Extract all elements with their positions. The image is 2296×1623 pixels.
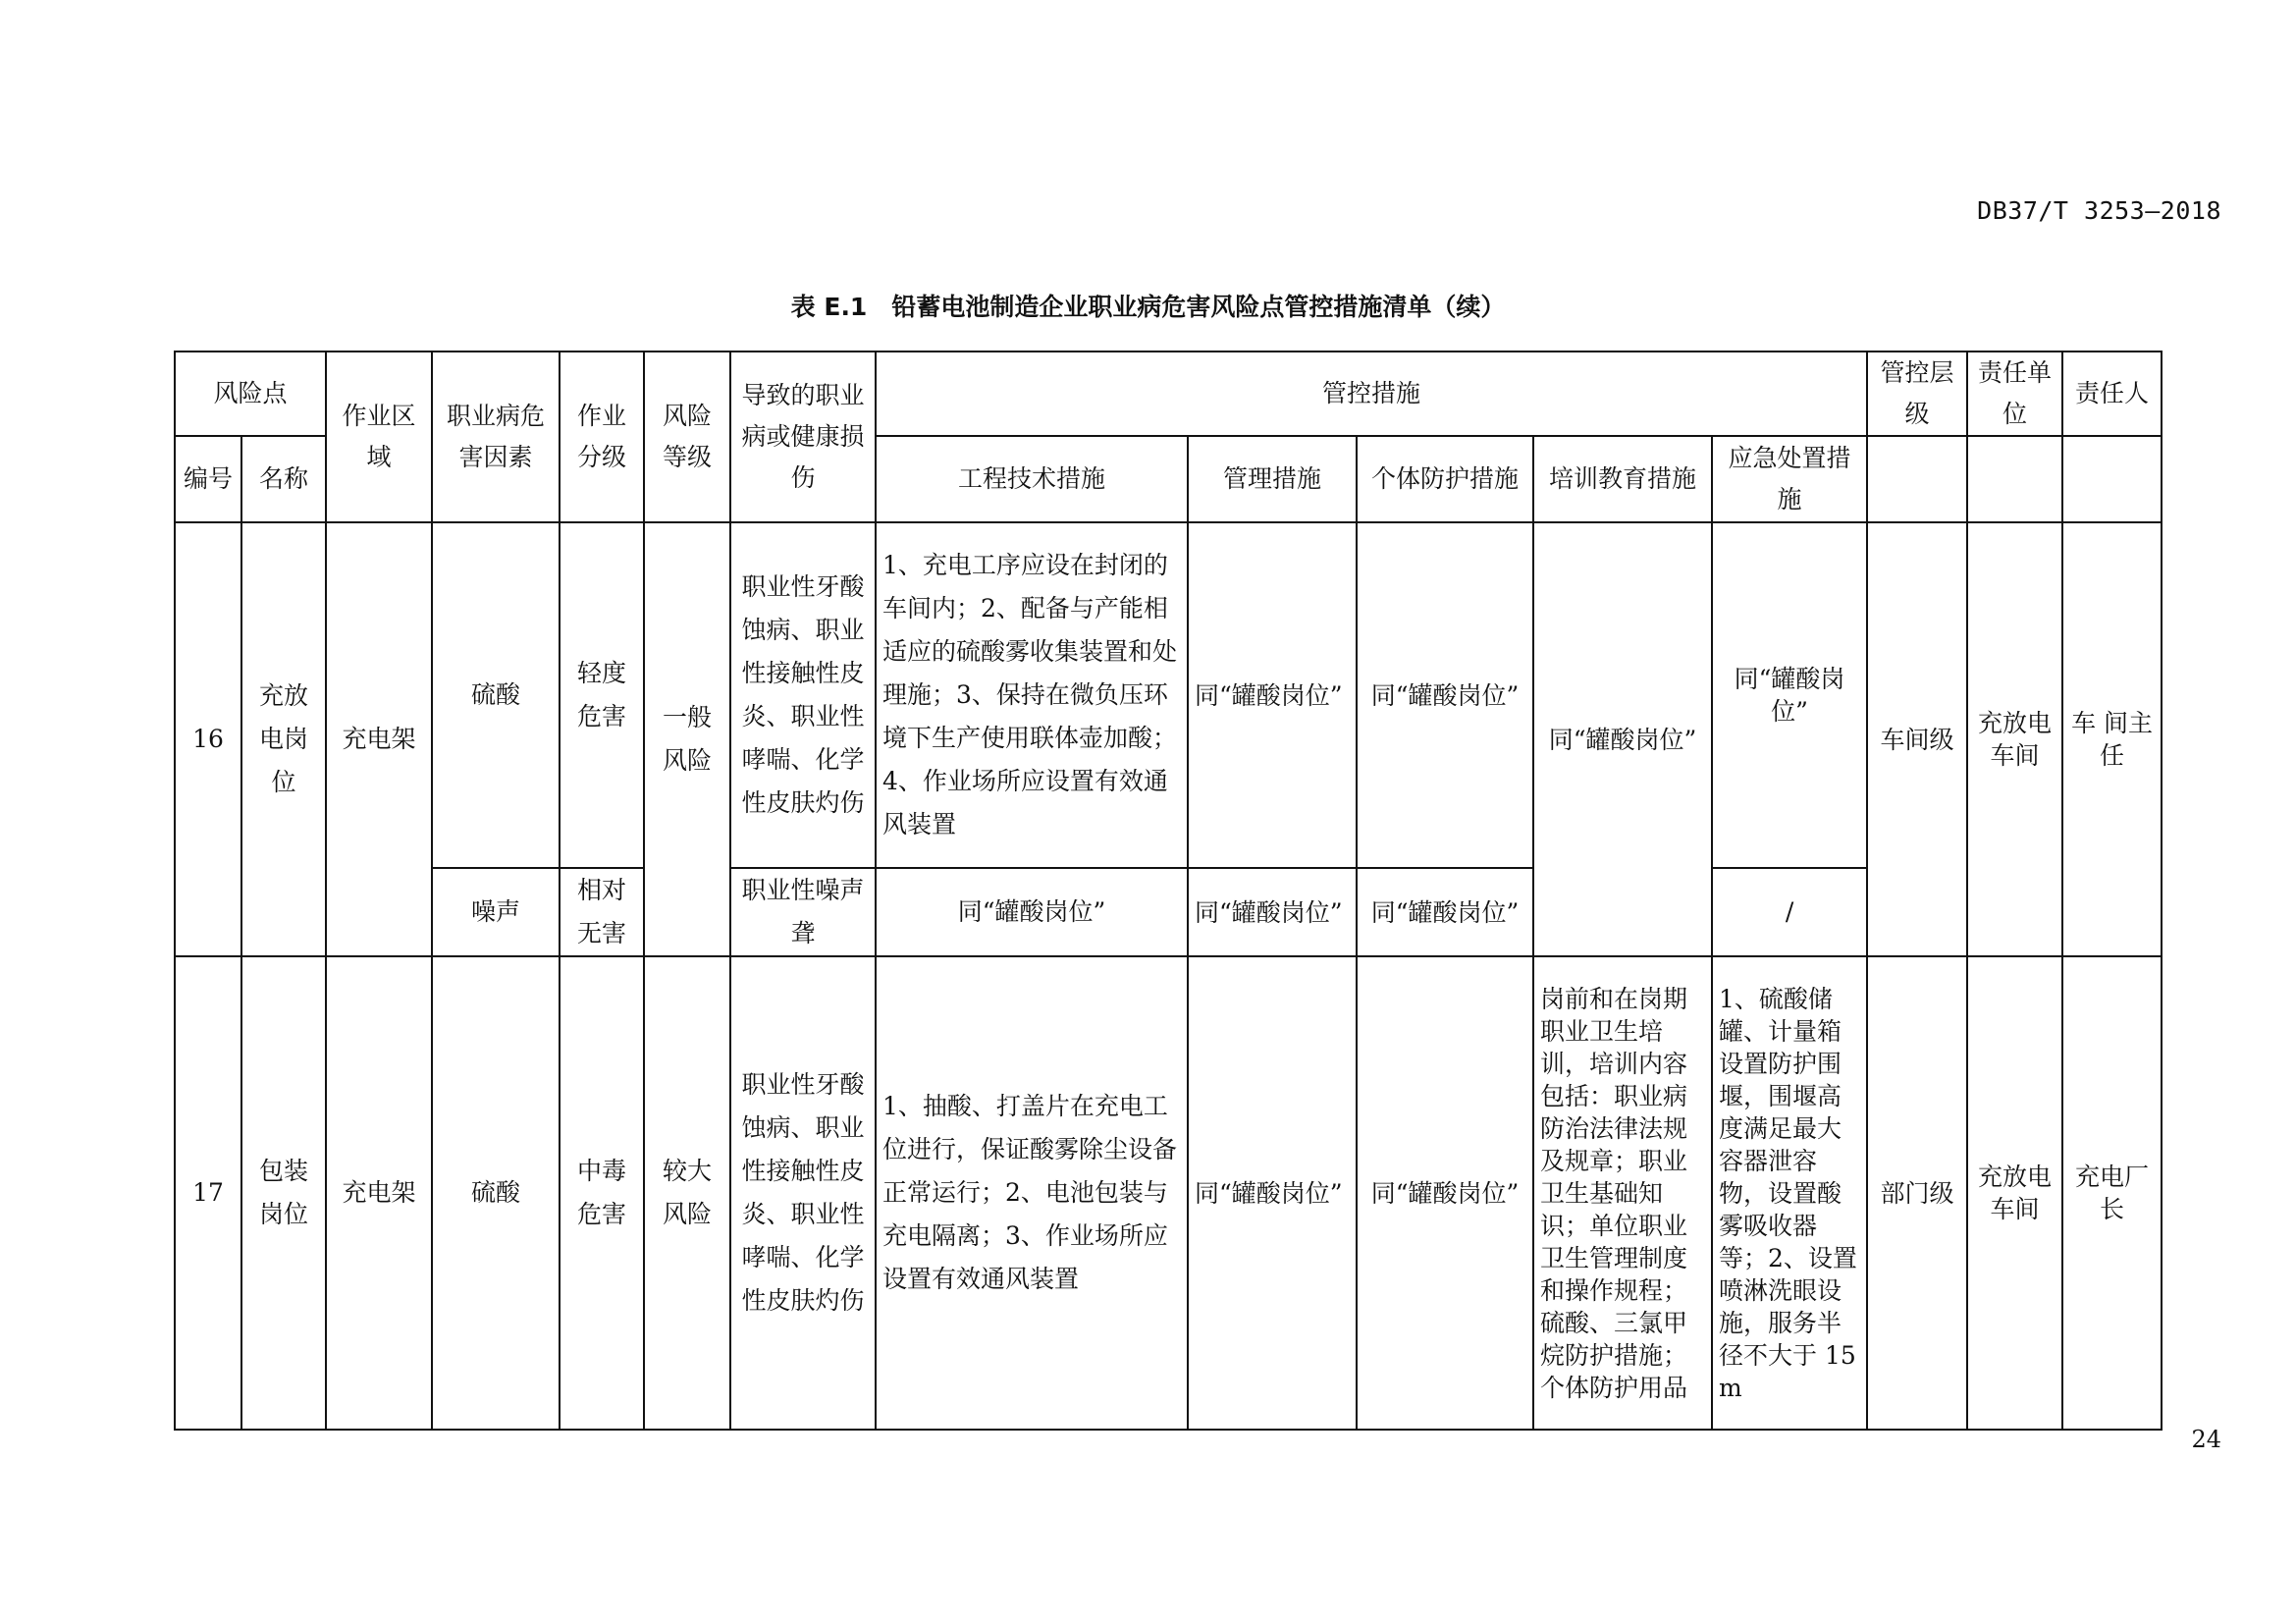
row16-control-level: 车间级 (1867, 522, 1967, 956)
table-title: 表 E.1 铅蓄电池制造企业职业病危害风险点管控措施清单（续） (790, 293, 1506, 321)
table-row (175, 956, 2162, 1430)
row17-number: 17 (175, 956, 241, 1430)
row17-responsible-person: 充电厂长 (2062, 956, 2162, 1430)
row16-ppe: 同“罐酸岗位” (1357, 522, 1533, 868)
row16-engineering: 1、充电工序应设在封闭的车间内；2、配备与产能相适应的硫酸雾收集装置和处理施；3、保持在微负压环境下生产使用联体壶加酸；4、作业场所应设置有效通风装置 (876, 522, 1188, 868)
row16-work-grade: 轻度危害 (560, 522, 644, 868)
header-risk-point: 风险点 (175, 352, 326, 436)
header-risk-level: 风险等级 (644, 352, 730, 522)
header-ppe: 个体防护措施 (1357, 436, 1533, 522)
row17-engineering: 1、抽酸、打盖片在充电工位进行，保证酸雾除尘设备正常运行；2、电池包装与充电隔离；3、作业场所应设置有效通风装置 (876, 956, 1188, 1430)
row16b-work-grade: 相对无害 (560, 868, 644, 956)
table-row (175, 522, 2162, 868)
row16-disease: 职业性牙酸蚀病、职业性接触性皮炎、职业性哮喘、化学性皮肤灼伤 (730, 522, 876, 868)
header-name: 名称 (241, 436, 326, 522)
row16-responsible-unit: 充放电车间 (1967, 522, 2062, 956)
row16b-engineering: 同“罐酸岗位” (876, 868, 1188, 956)
row16-training: 同“罐酸岗位” (1533, 522, 1712, 956)
row17-control-level: 部门级 (1867, 956, 1967, 1430)
row16b-ppe: 同“罐酸岗位” (1357, 868, 1533, 956)
header-training: 培训教育措施 (1533, 436, 1712, 522)
page-number: 24 (2191, 1426, 2221, 1453)
header-blank-1 (1867, 436, 1967, 522)
row16-emergency: 同“罐酸岗位” (1712, 522, 1867, 868)
header-emergency: 应急处置措施 (1712, 436, 1867, 522)
row16b-hazard-factor: 噪声 (432, 868, 560, 956)
header-work-area: 作业区域 (326, 352, 432, 522)
row16-work-area: 充电架 (326, 522, 432, 956)
row17-work-grade: 中毒危害 (560, 956, 644, 1430)
row16-responsible-person: 车 间主任 (2062, 522, 2162, 956)
row16b-disease: 职业性噪声聋 (730, 868, 876, 956)
row17-management: 同“罐酸岗位” (1188, 956, 1357, 1430)
header-control-measures: 管控措施 (876, 352, 1867, 436)
row17-training: 岗前和在岗期职业卫生培训，培训内容包括：职业病防治法律法规及规章；职业卫生基础知识；单位职业卫生管理制度和操作规程；硫酸、三氯甲烷防护措施；个体防护用品 (1533, 956, 1712, 1430)
document-code: DB37/T 3253—2018 (1977, 196, 2221, 225)
header-control-level: 管控层级 (1867, 352, 1967, 436)
row16b-emergency: / (1712, 868, 1867, 956)
row17-hazard-factor: 硫酸 (432, 956, 560, 1430)
row16-hazard-factor: 硫酸 (432, 522, 560, 868)
header-disease: 导致的职业病或健康损伤 (730, 352, 876, 522)
row17-disease: 职业性牙酸蚀病、职业性接触性皮炎、职业性哮喘、化学性皮肤灼伤 (730, 956, 876, 1430)
table-row (175, 868, 2162, 956)
row16-risk-level: 一般风险 (644, 522, 730, 956)
header-number: 编号 (175, 436, 241, 522)
header-engineering: 工程技术措施 (876, 436, 1188, 522)
row17-emergency: 1、硫酸储罐、计量箱设置防护围堰，围堰高度满足最大容器泄容物，设置酸雾吸收器等；2、设置喷淋洗眼设施，服务半径不大于 15m (1712, 956, 1867, 1430)
header-work-grade: 作业分级 (560, 352, 644, 522)
header-hazard-factor: 职业病危害因素 (432, 352, 560, 522)
row17-risk-level: 较大风险 (644, 956, 730, 1430)
header-responsible-unit: 责任单位 (1967, 352, 2062, 436)
row17-ppe: 同“罐酸岗位” (1357, 956, 1533, 1430)
row17-work-area: 充电架 (326, 956, 432, 1430)
header-responsible-person: 责任人 (2062, 352, 2162, 436)
row17-responsible-unit: 充放电车间 (1967, 956, 2062, 1430)
row16b-management: 同“罐酸岗位” (1188, 868, 1357, 956)
row16-number: 16 (175, 522, 241, 956)
row17-name: 包装岗位 (241, 956, 326, 1430)
row16-management: 同“罐酸岗位” (1188, 522, 1357, 868)
header-management: 管理措施 (1188, 436, 1357, 522)
header-blank-3 (2062, 436, 2162, 522)
risk-control-table (174, 351, 2163, 1431)
header-blank-2 (1967, 436, 2062, 522)
row16-name: 充放电岗位 (241, 522, 326, 956)
